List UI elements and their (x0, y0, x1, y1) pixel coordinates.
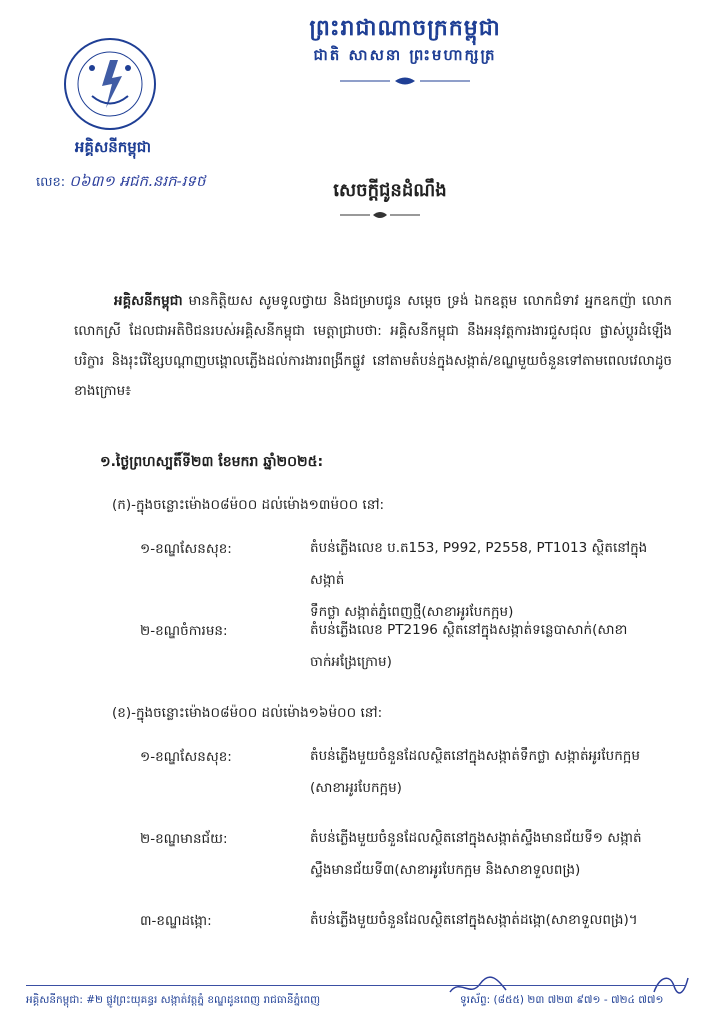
intro-paragraph (74, 286, 672, 406)
intro-bold: អគ្គិសនីកម្ពុជា (114, 293, 183, 309)
kingdom-title: ព្រះរាជាណាចក្រកម្ពុជា (309, 16, 501, 41)
group-b-heading: (ខ)-ក្នុងចន្លោះម៉ោង០៨ម៉០០ ដល់ម៉ោង១៦ម៉០០ នៅ: (112, 705, 383, 721)
footer-phone: ទូរស័ព្ទ: (៨៥៥) ២៣ ៧២៣ ៩៧១ - ៧២៤ ៧៧១ (460, 994, 664, 1006)
line-1: តំបន់ភ្លើងមួយចំនួនដែលស្ថិតនៅក្នុងសង្កាត់ដង្កោ(សាខាទួលពង្រ)។ (310, 912, 638, 928)
signature-flourish-right (650, 972, 690, 996)
group-b-item-1-text (310, 740, 672, 804)
group-a-heading: (ក)-ក្នុងចន្លោះម៉ោង០៨ម៉០០ ដល់ម៉ោង១៣ម៉០០ នៅ: (112, 497, 385, 513)
edc-logo (62, 36, 158, 132)
group-a-item-2-text (310, 614, 672, 678)
line-1: តំបន់ភ្លើងមួយចំនួនដែលស្ថិតនៅក្នុងសង្កាត់ស្ទឹងមានជ័យទី១ សង្កាត់ (310, 830, 642, 846)
line-2: ទឹកថ្លា សង្កាត់ភ្នំពេញថ្មី(សាខាអូរបែកក្អម) (310, 604, 514, 620)
line-2: ចាក់អង្រែក្រោម) (310, 654, 392, 670)
reference-value: ០៦៣១ អជក.នរក-រទថ (69, 172, 206, 190)
intro-rest: មានកិត្តិយស សូមទូលថ្វាយ និងជម្រាបជូន សម្តេច ទ្រង់ ឯកឧត្តម លោកជំទាវ អ្នកឧកញ៉ា លោក លោកស្រី ដែលជាអតិថិជនរបស់អគ្គិសនីកម្ពុជា មេត្តាជ្រាបថា: អគ្គិសនីកម្ពុជា នឹងអនុវត្តការងារជួសជុល ផ្លាស់ប្តូរដំឡើងបរិក្ខារ និងរុះរើខ្សែបណ្តាញបង្គោលភ្លើងដល់ការងារពង្រីកផ្លូវ នៅតាមតំបន់ក្នុងសង្កាត់/ខណ្ឌមួយចំនួនទៅតាមពេលវេលាដូចខាងក្រោម៖ (74, 293, 672, 399)
reference-label: លេខ: (36, 175, 66, 190)
line-2: ស្ទឹងមានជ័យទី៣(សាខាអូរបែកក្អម និងសាខាទួលពង្រ) (310, 862, 581, 878)
group-b-item-3-text (310, 904, 672, 936)
group-a-item-2-label: ២-ខណ្ឌចំការមន: (140, 623, 228, 639)
group-b-item-2-label: ២-ខណ្ឌមានជ័យ: (140, 831, 228, 847)
line-1: តំបន់ភ្លើងមួយចំនួនដែលស្ថិតនៅក្នុងសង្កាត់ទឹកថ្លា សង្កាត់អូរបែកក្អម (310, 748, 640, 764)
title-ornament (340, 208, 420, 222)
document-title: សេចក្ដីជូនដំណឹង (333, 180, 447, 201)
group-b-item-2-text (310, 822, 672, 886)
footer-address: អគ្គិសនីកម្ពុជា: #២ ផ្លូវព្រះយុគន្ធរ សង្កាត់វត្តភ្នំ ខណ្ឌដូនពេញ រាជធានីភ្នំពេញ (26, 994, 321, 1006)
national-motto: ជាតិ សាសនា ព្រះមហាក្សត្រ (313, 46, 497, 64)
line-2: (សាខាអូរបែកក្អម) (310, 780, 402, 796)
organization-name: អគ្គិសនីកម្ពុជា (74, 138, 152, 156)
header-ornament (340, 74, 470, 88)
reference-number (36, 172, 205, 194)
line-1: តំបន់ភ្លើងលេខ ប.ត153, P992, P2558, PT1013 ស្ថិតនៅក្នុងសង្កាត់ (310, 540, 648, 588)
footer-divider (26, 985, 686, 986)
section-heading: ១.ថ្ងៃព្រហស្បតិ៍ទី២៣ ខែមករា ឆ្នាំ២០២៥: (100, 454, 324, 470)
group-a-item-1-label: ១-ខណ្ឌសែនសុខ: (140, 541, 232, 557)
line-1: តំបន់ភ្លើងលេខ PT2196 ស្ថិតនៅក្នុងសង្កាត់ទន្លេបាសាក់(សាខា (310, 622, 628, 638)
group-b-item-1-label: ១-ខណ្ឌសែនសុខ: (140, 749, 232, 765)
group-b-item-3-label: ៣-ខណ្ឌដង្កោ: (140, 913, 212, 929)
